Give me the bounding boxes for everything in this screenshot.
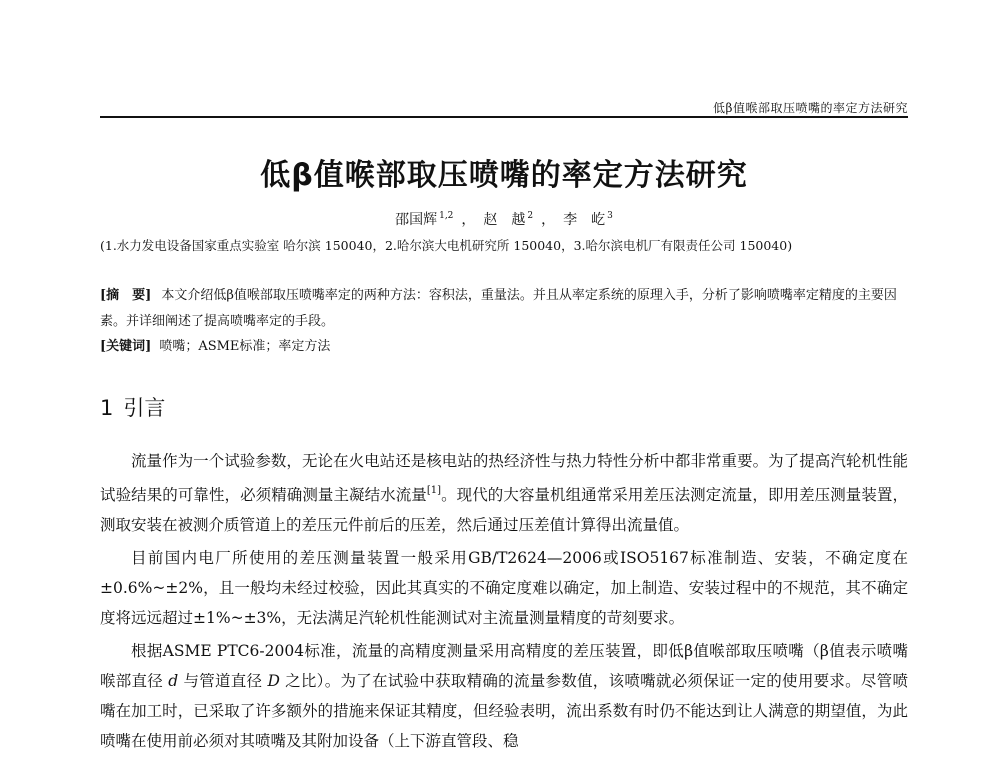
paper-title: 低β值喉部取压喷嘴的率定方法研究 xyxy=(260,158,748,193)
author-name: 赵 越 xyxy=(483,212,526,228)
author-affiliation-marker: 2 xyxy=(527,211,534,221)
author-affiliation-marker: 3 xyxy=(607,211,613,221)
affiliation-line: (1.水力发电设备国家重点实验室 哈尔滨 150040，2.哈尔滨大电机研究所 150040，3.哈尔滨电机厂有限责任公司 150040) xyxy=(100,238,793,253)
body-paragraph: 目前国内电厂所使用的差压测量装置一般采用GB/T2624—2006或ISO5167标准制造、安装，不确定度在±0.6%~±2%，且一般均未经过校验，因此其真实的不确定度难以确定，加上制造、安装过程中的不规范，其不确定度将远远超过±1%~±3%，无法满足汽轮机性能测试对主流量测量精度的苛刻要求。 xyxy=(100,549,908,627)
section-heading xyxy=(100,392,165,422)
author-separator: ， xyxy=(461,212,476,228)
body-text xyxy=(100,446,908,759)
abstract-label: [摘 要] xyxy=(100,288,152,303)
section-title: 引言 xyxy=(123,396,166,420)
abstract-text: 本文介绍低β值喉部取压喷嘴率定的两种方法：容积法，重量法。并且从率定系统的原理入手，分析了影响喷嘴率定精度的主要因素。并详细阐述了提高喷嘴率定的手段。 xyxy=(100,288,897,329)
citation-ref: [1] xyxy=(426,485,442,496)
keywords-block xyxy=(100,335,908,359)
author-name: 李 屹 xyxy=(563,212,606,228)
abstract-block xyxy=(100,283,912,335)
paragraph-text: 。现代的大容量机组通常采用差压法测定流量，即用差压测量装置，测取安装在被测介质管道上的差压元件前后的压差，然后通过压差值计算得出流量值。 xyxy=(100,486,908,534)
keywords-text: 喷嘴；ASME标准；率定方法 xyxy=(159,339,331,354)
body-paragraph xyxy=(100,636,908,756)
running-header: 低β值喉部取压喷嘴的率定方法研究 xyxy=(713,101,908,115)
paragraph-text: 流量作为一个试验参数，无论在火电站还是核电站的热经济性与热力特性分析中都非常重要。为了提高汽轮机性能试验结果的可靠性，必须精确测量主凝结水流量 xyxy=(100,452,908,504)
section-number: 1 xyxy=(100,396,114,420)
author-separator: ， xyxy=(541,212,556,228)
paragraph-text: 之比）。为了在试验中获取精确的流量参数值，该喷嘴就必须保证一定的使用要求。尽管喷嘴在加工时，已采取了许多额外的措施来保证其精度，但经验表明，流出系数有时仍不能达到让人满意的期望值，为此喷嘴在使用前必须对其喷嘴及其附加设备（上下游直管段、稳 xyxy=(100,672,908,750)
paragraph-text: 根据ASME PTC6-2004标准，流量的高精度测量采用高精度的差压装置，即低β值喉部取压喷嘴（β值表示喷嘴喉部直径 xyxy=(100,642,908,690)
keywords-label: [关键词] xyxy=(100,339,152,354)
author-affiliation-marker: 1,2 xyxy=(439,211,454,221)
math-symbol: d xyxy=(168,672,179,690)
header-rule xyxy=(100,116,908,118)
math-symbol: D xyxy=(267,672,280,690)
author-list xyxy=(100,209,908,229)
body-paragraph xyxy=(100,446,908,540)
author-name: 邵国辉 xyxy=(395,212,438,228)
paragraph-text: 与管道直径 xyxy=(183,672,263,690)
